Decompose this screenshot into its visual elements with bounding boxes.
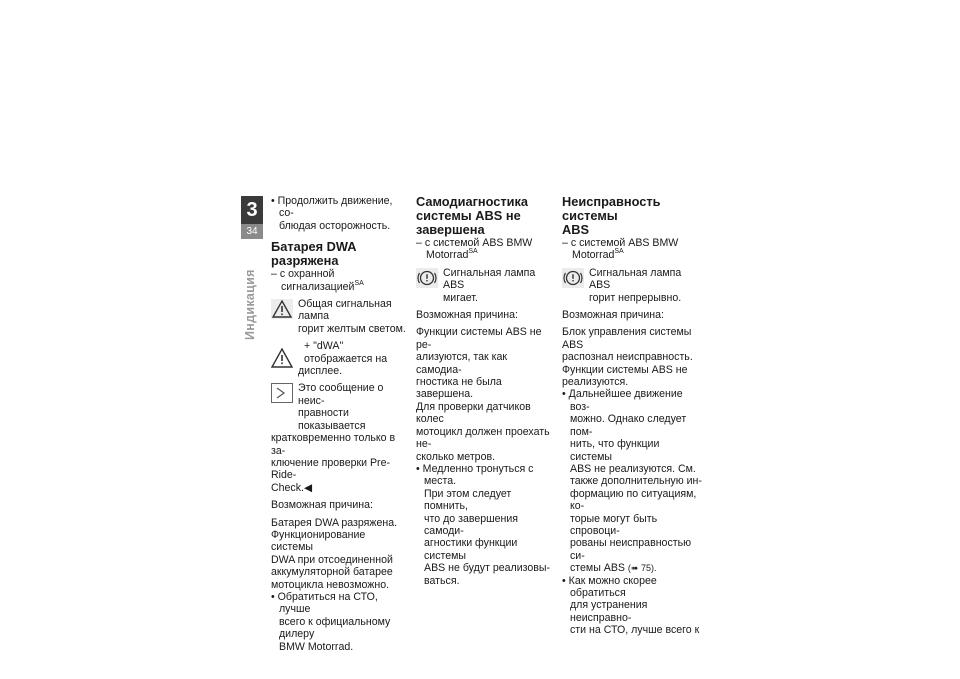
yellow-lamp-row: Общая сигнальная лампа горит желтым светом. <box>271 298 409 335</box>
cause-text: Блок управления системы ABS распознал неисправность. Функции системы ABS не реализуются. <box>562 326 693 389</box>
abs-lamp-row: Сигнальная лампа ABS горит непрерывно. <box>562 267 702 304</box>
column-1 <box>271 195 409 653</box>
warning-triangle-icon <box>271 348 293 368</box>
lamp-text: Общая сигнальная лампа <box>298 298 392 323</box>
cause-label: Возможная причина: <box>416 309 518 322</box>
cause-text: Функции системы ABS не ре- ализуются, так как самодиа- гностика не была завершена. Для проверки датчиков колес мотоцикл должен проехать не- сколько метров. <box>416 326 550 463</box>
column-2 <box>416 195 554 587</box>
section-title: Индикация <box>243 269 257 340</box>
message-text: кратковременно только в за- ключение проверки Pre-Ride- Check.◀ <box>271 432 396 494</box>
equipment-option: – с охранной сигнализацией$^{SA}$ <box>271 268 364 293</box>
cause-label: Возможная причина: <box>271 499 373 512</box>
cause-label: Возможная причина: <box>562 309 664 322</box>
page-reference-link[interactable]: (➠ 75). <box>627 563 657 574</box>
abs-warning-lamp-icon <box>416 268 438 288</box>
warning-triangle-icon <box>271 299 293 319</box>
cause-text: Батарея DWA разряжена. Функционирование системы DWA при отсоединенной аккумуляторной батарее мотоцикла невозможно. <box>271 516 398 591</box>
action-bullet: • Обратиться на СТО, лучше всего к официальному дилеру BMW Motorrad. <box>271 590 391 653</box>
section-heading-dwa-battery: Батарея DWA разряжена <box>271 239 357 269</box>
section-heading-abs-fault: Неисправность системы ABS <box>562 194 661 237</box>
equipment-option: – с системой ABS BMW Motorrad$^{SA}$ <box>416 237 533 262</box>
message-row: Это сообщение о неис- правности показывается <box>271 382 409 432</box>
chapter-number: 3 <box>241 196 263 224</box>
action-bullet: • Дальнейшее движение воз- можно. Однако следует пом- нить, что функции системы ABS не реализуются. См. также дополнительную ин- формацию по ситуациям, ко- торые могут быть спровоци- рованы неисправностью си- стемы ABS (➠ 75). <box>562 388 702 575</box>
info-arrow-icon <box>271 383 293 403</box>
section-heading-abs-selfdiag: Самодиагностика системы ABS не завершена <box>416 194 529 237</box>
column-3 <box>562 195 702 637</box>
action-bullet: • Как можно скорее обратиться для устранения неисправно- сти на СТО, лучше всего к <box>562 574 700 637</box>
abs-lamp-row: Сигнальная лампа ABS мигает. <box>416 267 554 304</box>
bullet-item: • Продолжить движение, со- блюдая осторожность. <box>271 195 393 232</box>
equipment-option: – с системой ABS BMW Motorrad$^{SA}$ <box>562 237 679 262</box>
display-row: + "dWA" отображается на дисплее. <box>271 340 409 377</box>
action-bullet: • Медленно тронуться с места. При этом следует помнить, что до завершения самоди- агностики функции системы ABS не будут реализовы- ваться. <box>416 462 551 587</box>
page-number: 34 <box>241 224 263 239</box>
abs-warning-lamp-icon <box>562 268 584 288</box>
